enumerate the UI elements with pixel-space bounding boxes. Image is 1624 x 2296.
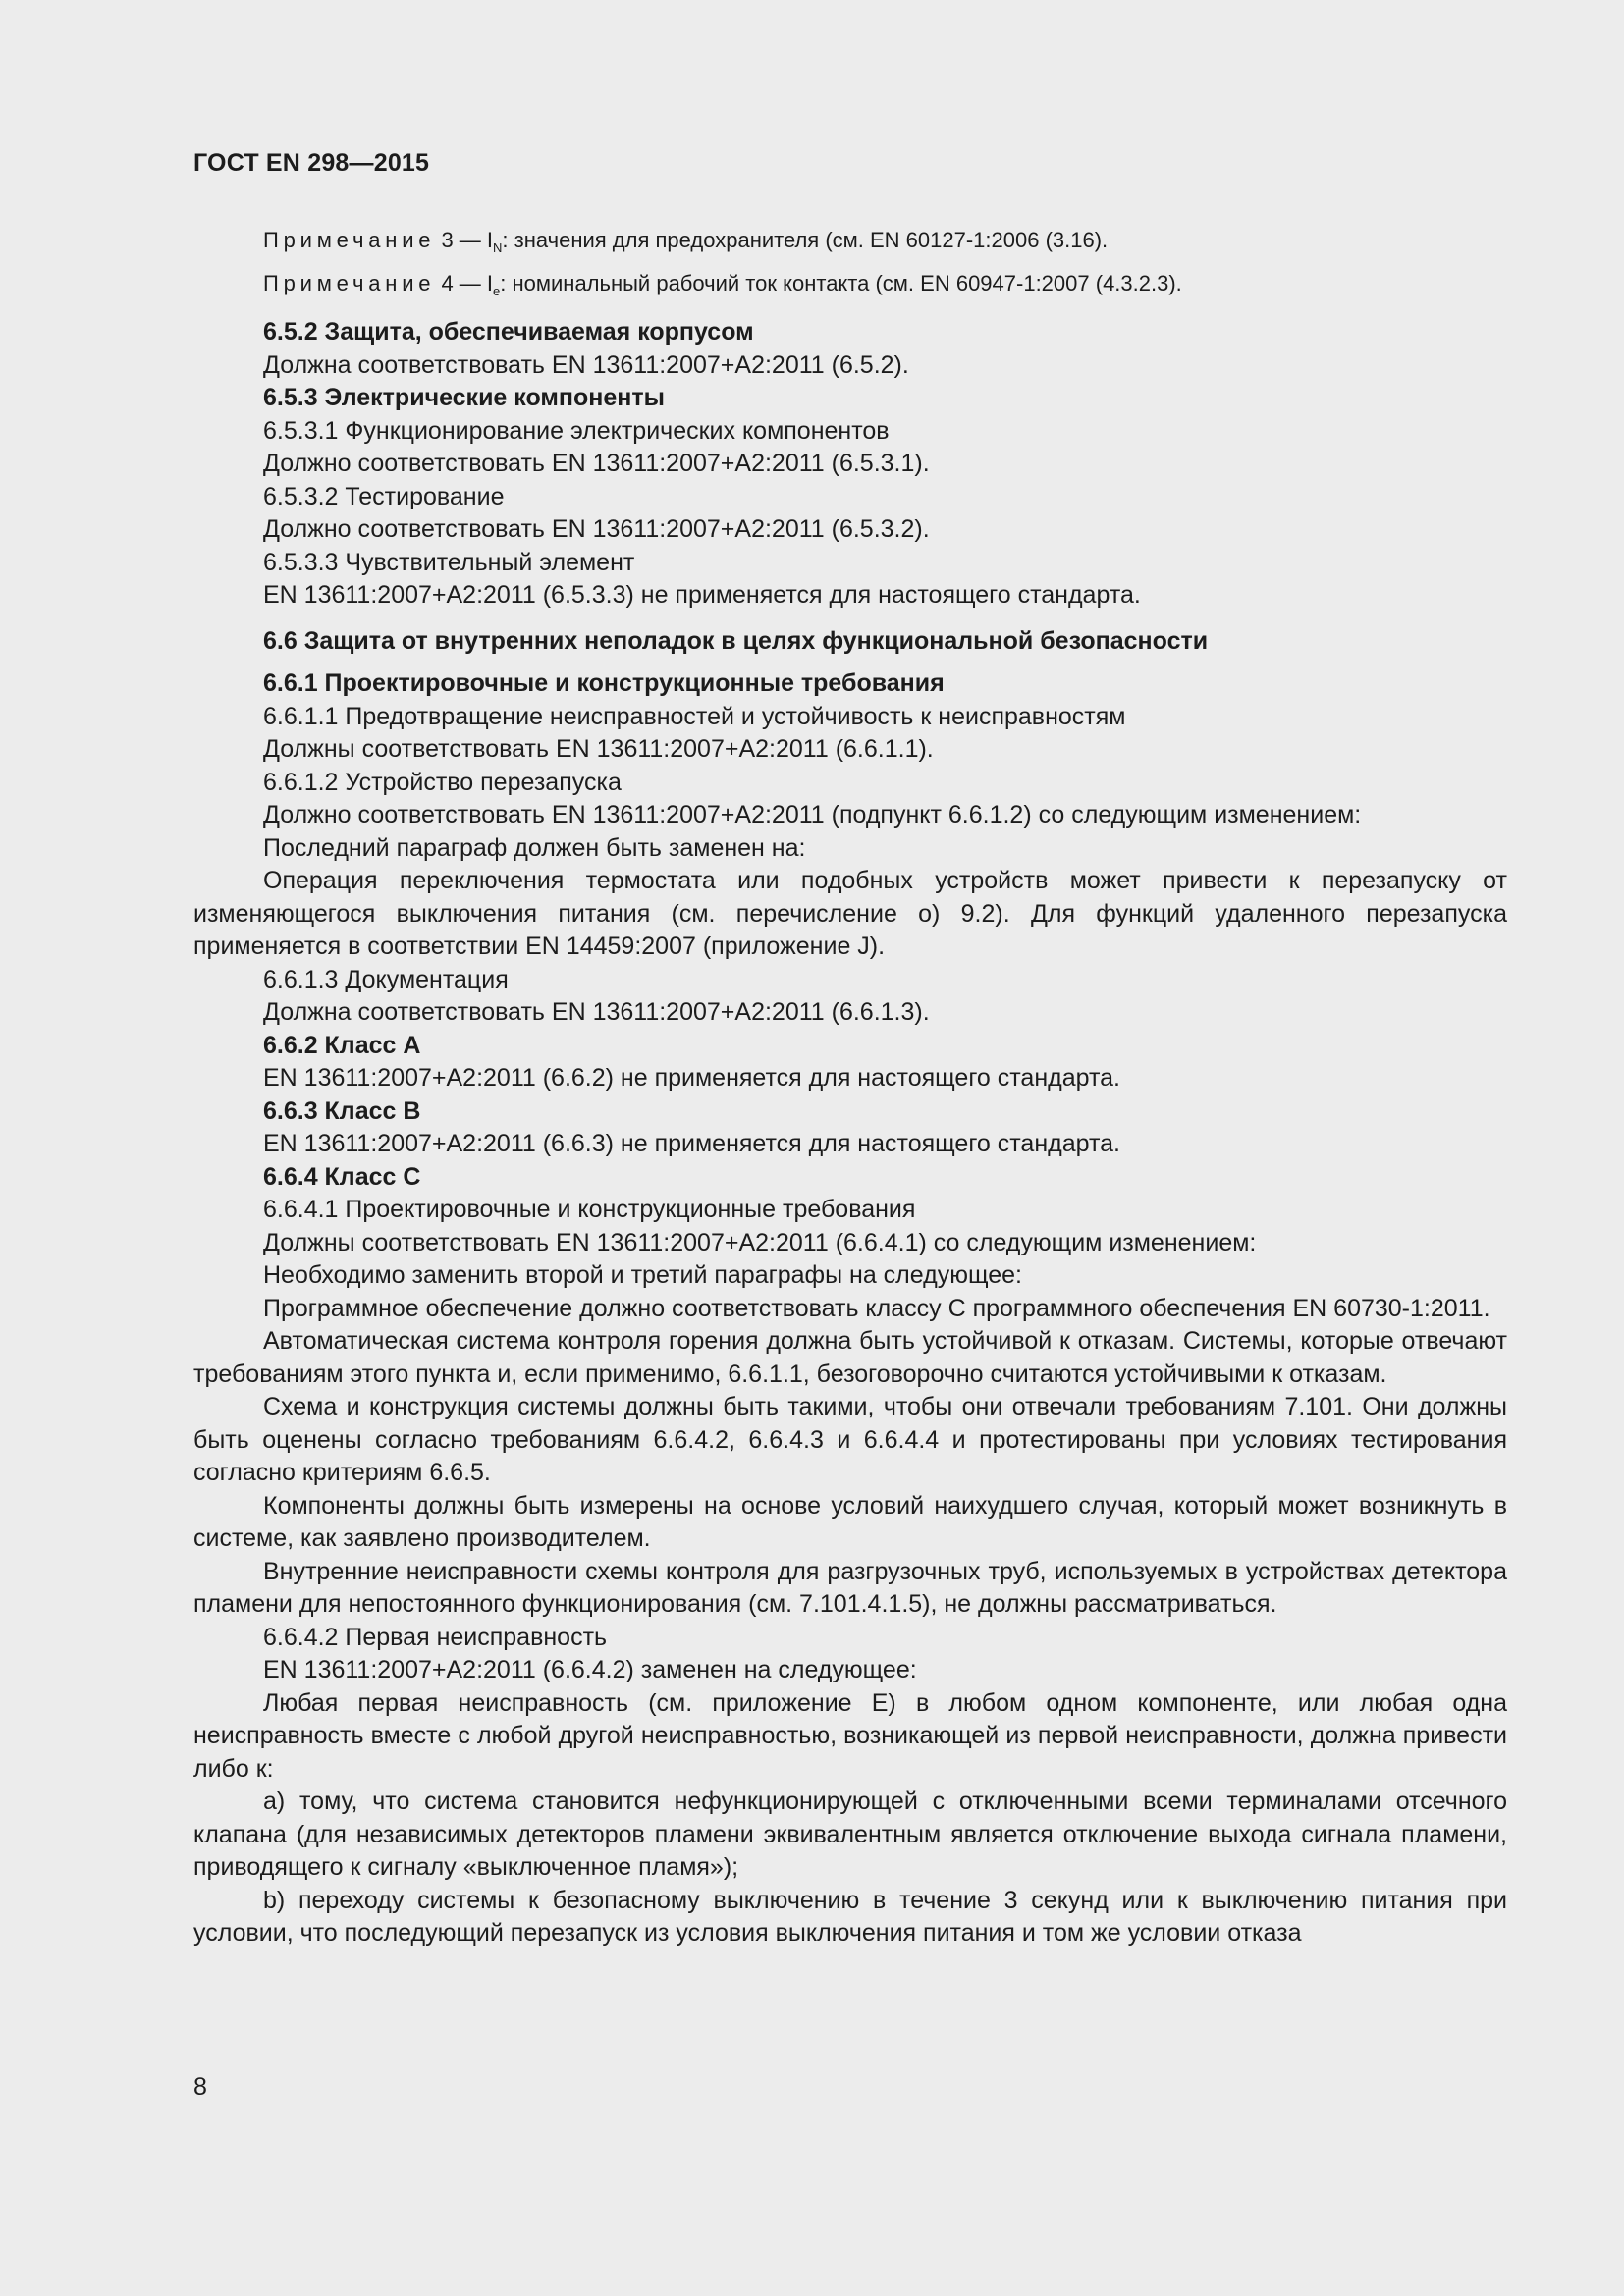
paragraph: Должны соответствовать EN 13611:2007+A2:2011 (6.6.1.1). — [263, 735, 934, 763]
paragraph: Компоненты должны быть измерены на основе условий наихудшего случая, который может возникнуть в системе, как заявлено производителем. — [193, 1491, 1507, 1552]
note-label: Примечание — [263, 271, 436, 295]
subheading-6-6-1-2: 6.6.1.2 Устройство перезапуска — [263, 768, 622, 796]
paragraph: Последний параграф должен быть заменен на: — [263, 833, 806, 862]
paragraph: Внутренние неисправности схемы контроля для разгрузочных труб, используемых в устройствах детектора пламени для непостоянного функционирования (см. 7.101.4.1.5), не должны рассматриваться. — [193, 1557, 1507, 1618]
note-prefix: 3 — I — [435, 228, 494, 252]
paragraph: Операция переключения термостата или подобных устройств может привести к перезапуску от изменяющегося выключения питания (см. перечисление o) 9.2). Для функций удаленного перезапуска применяется в соответствии EN 14459:2007 (приложение J). — [193, 867, 1507, 960]
paragraph: Должна соответствовать EN 13611:2007+A2:2011 (6.5.2). — [263, 350, 909, 379]
paragraph: Должно соответствовать EN 13611:2007+A2:2011 (6.5.3.2). — [263, 515, 930, 543]
subheading-6-5-3-2: 6.5.3.2 Тестирование — [263, 482, 505, 510]
heading-6-6-3: 6.6.3 Класс B — [263, 1096, 421, 1125]
note-text: : значения для предохранителя (см. EN 60127-1:2006 (3.16). — [502, 228, 1109, 252]
note-prefix: 4 — I — [435, 271, 494, 295]
paragraph: Программное обеспечение должно соответствовать классу C программного обеспечения EN 60730-1:2011. — [263, 1294, 1490, 1322]
paragraph: Необходимо заменить второй и третий параграфы на следующее: — [263, 1261, 1022, 1289]
heading-6-6: 6.6 Защита от внутренних неполадок в целях функциональной безопасности — [263, 626, 1209, 655]
page-number: 8 — [193, 2073, 207, 2101]
note-label: Примечание — [263, 228, 436, 252]
heading-6-6-2: 6.6.2 Класс A — [263, 1031, 421, 1059]
note-subscript: e — [493, 284, 501, 298]
list-item-b: b) переходу системы к безопасному выключению в течение 3 секунд или к выключению питания при условии, что последующий перезапуск из условия выключения питания и том же условии отказа — [193, 1886, 1507, 1947]
note-3 — [263, 228, 1108, 255]
note-text: : номинальный рабочий ток контакта (см. EN 60947-1:2007 (4.3.2.3). — [500, 271, 1182, 295]
heading-6-6-1: 6.6.1 Проектировочные и конструкционные требования — [263, 669, 945, 697]
paragraph: EN 13611:2007+A2:2011 (6.6.4.2) заменен на следующее: — [263, 1656, 917, 1683]
list-item-a: a) тому, что система становится нефункционирующей с отключенными всеми терминалами отсечного клапана (для независимых детекторов пламени эквивалентным является отключение выхода сигнала пламени, приводящего к сигналу «выключенное пламя»); — [193, 1788, 1507, 1881]
heading-6-5-2: 6.5.2 Защита, обеспечиваемая корпусом — [263, 318, 754, 346]
heading-6-6-4: 6.6.4 Класс C — [263, 1162, 421, 1191]
paragraph: Должна соответствовать EN 13611:2007+A2:2011 (6.6.1.3). — [263, 998, 930, 1026]
note-subscript: N — [493, 240, 503, 255]
paragraph: EN 13611:2007+A2:2011 (6.6.2) не применяется для настоящего стандарта. — [263, 1064, 1120, 1092]
paragraph: Должно соответствовать EN 13611:2007+A2:2011 (6.5.3.1). — [263, 450, 930, 477]
document-header: ГОСТ EN 298—2015 — [193, 149, 430, 177]
document-body — [193, 316, 1507, 1950]
paragraph: Должны соответствовать EN 13611:2007+A2:2011 (6.6.4.1) со следующим изменением: — [263, 1228, 1257, 1256]
paragraph: Любая первая неисправность (см. приложение E) в любом одном компоненте, или любая одна неисправность вместе с любой другой неисправностью, возникающей из первой неисправности, должна привести либо к: — [193, 1688, 1507, 1783]
paragraph: Должно соответствовать EN 13611:2007+A2:2011 (подпункт 6.6.1.2) со следующим изменением: — [263, 801, 1362, 828]
paragraph: Схема и конструкция системы должны быть такими, чтобы они отвечали требованиям 7.101. Они должны быть оценены согласно требованиям 6.6.4.2, 6.6.4.3 и 6.6.4.4 и протестированы при условиях тестирования согласно критериям 6.6.5. — [193, 1393, 1507, 1486]
subheading-6-5-3-3: 6.5.3.3 Чувствительный элемент — [263, 548, 635, 576]
subheading-6-6-4-2: 6.6.4.2 Первая неисправность — [263, 1623, 608, 1651]
subheading-6-5-3-1: 6.5.3.1 Функционирование электрических компонентов — [263, 416, 890, 445]
paragraph: EN 13611:2007+A2:2011 (6.6.3) не применяется для настоящего стандарта. — [263, 1130, 1120, 1157]
paragraph: Автоматическая система контроля горения должна быть устойчивой к отказам. Системы, которые отвечают требованиям этого пункта и, если применимо, 6.6.1.1, безоговорочно считаются устойчивыми к отказам. — [193, 1327, 1507, 1388]
subheading-6-6-1-1: 6.6.1.1 Предотвращение неисправностей и устойчивость к неисправностям — [263, 702, 1126, 730]
subheading-6-6-1-3: 6.6.1.3 Документация — [263, 965, 509, 993]
heading-6-5-3: 6.5.3 Электрические компоненты — [263, 384, 665, 411]
paragraph: EN 13611:2007+A2:2011 (6.5.3.3) не применяется для настоящего стандарта. — [263, 581, 1141, 609]
note-4 — [263, 271, 1182, 298]
subheading-6-6-4-1: 6.6.4.1 Проектировочные и конструкционные требования — [263, 1196, 916, 1223]
